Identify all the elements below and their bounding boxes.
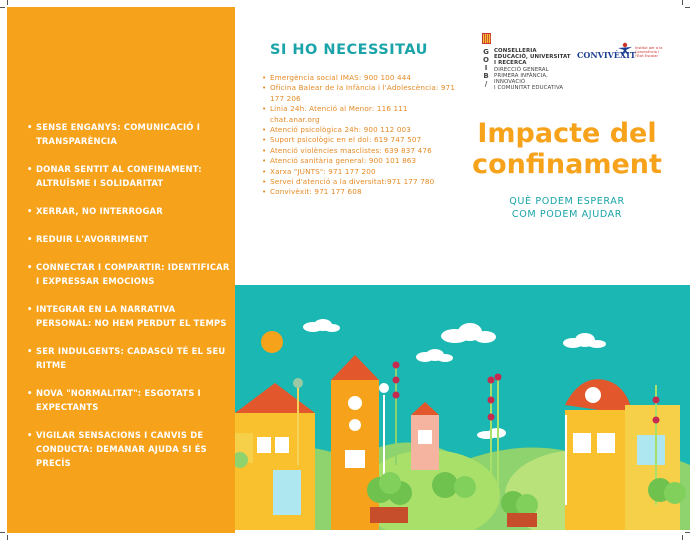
contact-item: • Atenció violències masclistes: 639 837 476	[262, 146, 462, 156]
contact-item: • Servei d'atenció a la diversitat:971 177 780	[262, 177, 462, 187]
tip-item: • NOVA "NORMALITAT": ESGOTATS I EXPECTANTS	[31, 386, 231, 414]
tree-icon	[565, 415, 567, 505]
tip-item: • REDUIR L'AVORRIMENT	[31, 232, 231, 246]
planter	[370, 507, 408, 523]
tip-item: • CONNECTAR I COMPARTIR: IDENTIFICAR I EXPRESSAR EMOCIONS	[31, 260, 231, 288]
contact-item	[262, 104, 462, 125]
contacts-list	[262, 73, 462, 198]
crop-mark	[685, 532, 690, 533]
crop-mark	[682, 535, 683, 540]
contact-item: • Emergència social IMAS: 900 100 444	[262, 73, 462, 83]
convivexit-tagline: Institut per a la Convivència i l'Èxit Escolar	[635, 46, 663, 59]
tip-item: • INTEGRAR EN LA NARRATIVA PERSONAL: NO HEM PERDUT EL TEMPS	[31, 302, 231, 330]
crop-mark	[0, 532, 5, 533]
tip-item: • VIGILAR SENSACIONS I CANVIS DE CONDUCTA: DEMANAR AJUDA SI ÉS PRECÍS	[31, 428, 231, 470]
govern-text: CONSELLERIA EDUCACIÓ, UNIVERSITAT I RECERCA DIRECCIÓ GENERAL PRIMERA INFÀNCIA, INNOVACIÓ I COMUNITAT EDUCATIVA	[494, 48, 571, 92]
crop-mark	[682, 0, 683, 5]
tip-item: • XERRAR, NO INTERROGAR	[31, 204, 231, 218]
planter	[507, 513, 537, 527]
crop-mark	[7, 535, 8, 540]
town-illustration	[235, 285, 690, 530]
left-panel	[7, 7, 235, 533]
govern-shield-icon	[481, 33, 492, 46]
contact-text: Línia 24h. Atenció al Menor: 116 111	[270, 104, 408, 114]
contact-item: • Suport psicològic en el dol: 619 747 507	[262, 135, 462, 145]
house	[565, 410, 635, 530]
contact-item: • Xarxa "JUNTS": 971 177 200	[262, 167, 462, 177]
chat-link[interactable]: chat.anar.org	[270, 114, 320, 124]
crop-mark	[7, 0, 8, 5]
help-title: SI HO NECESSITAU	[270, 42, 428, 58]
govern-letters: G O I B /	[483, 48, 489, 88]
sun-icon	[261, 331, 283, 353]
contact-item: • Convivèxit: 971 177 608	[262, 187, 462, 197]
crop-mark	[0, 7, 5, 8]
convivexit-logo	[577, 42, 667, 68]
govern-logo	[481, 33, 581, 93]
tips-list	[31, 120, 231, 484]
contact-item: • Atenció sanitària general: 900 101 863	[262, 156, 462, 166]
main-subtitle: QUÈ PODEM ESPERAR COM PODEM AJUDAR	[509, 196, 625, 220]
tip-item: • SER INDULGENTS: CADASCÚ TÉ EL SEU RITME	[31, 344, 231, 372]
contact-item: • Atenció psicològica 24h: 900 112 003	[262, 125, 462, 135]
contact-item: • Oficina Balear de la Infància i l'Adolescència: 971 177 206	[262, 83, 462, 104]
crop-mark	[685, 7, 690, 8]
main-title: Impacte del confinament	[472, 118, 662, 180]
convivexit-wordmark: CONVIVÈXIT	[577, 50, 636, 60]
tip-item: • DONAR SENTIT AL CONFINAMENT: ALTRUÏSME I SOLIDARITAT	[31, 162, 231, 190]
tip-item: • SENSE ENGANYS: COMUNICACIÓ I TRANSPARÈNCIA	[31, 120, 231, 148]
house	[625, 405, 680, 530]
